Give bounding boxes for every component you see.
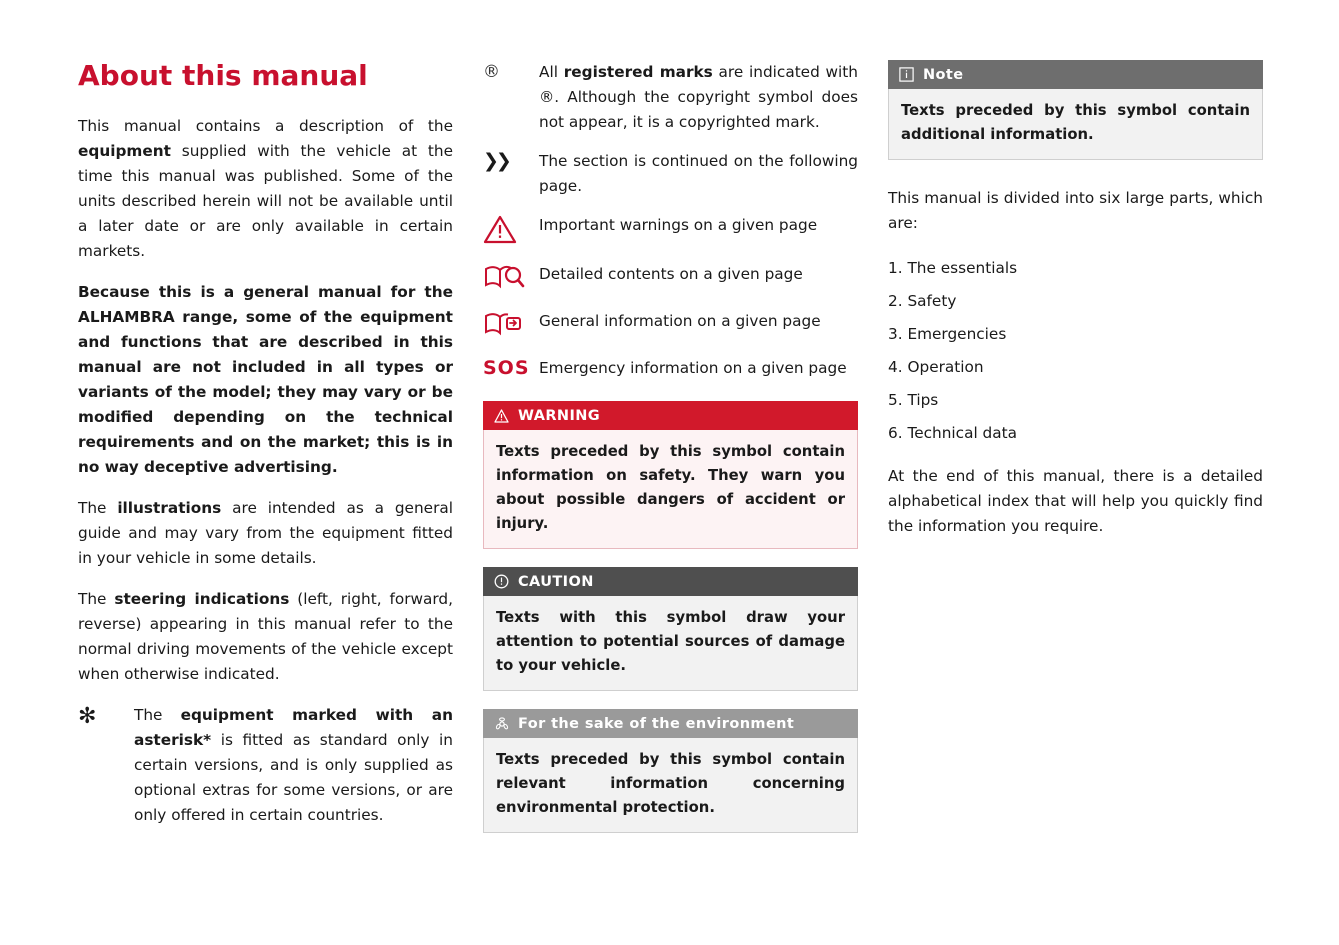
registered-mark-icon: ® <box>483 62 500 82</box>
book-magnifier-icon <box>483 263 525 295</box>
list-item: 1. The essentials <box>888 259 1018 277</box>
para1-post: supplied with the vehicle at the time this manual was published. Some of the units described herein will not be available until a later date or are only available in certain markets. <box>78 142 453 261</box>
column-middle <box>483 60 858 851</box>
asterisk-icon-cell <box>78 703 134 730</box>
list-item: 4. Operation <box>888 358 984 376</box>
symbol-text-continued: The section is continued on the following page. <box>539 152 858 195</box>
warning-box-header <box>483 401 858 430</box>
sos-icon: SOS <box>483 357 530 379</box>
list-item: 3. Emergencies <box>888 325 1007 343</box>
warning-box <box>483 401 858 549</box>
symbol-icon-cell <box>483 149 539 172</box>
caution-box-header <box>483 567 858 596</box>
symbol-icon-cell <box>483 213 539 248</box>
symbol-text-sos: Emergency information on a given page <box>539 359 847 377</box>
symbol-icon-cell <box>483 60 539 83</box>
para4-pre: The <box>78 590 115 609</box>
exclamation-circle-icon <box>493 573 510 590</box>
symbol-text-contents: Detailed contents on a given page <box>539 265 803 283</box>
para5-pre: The <box>134 706 181 725</box>
symbol-text-general-info: General information on a given page <box>539 312 821 330</box>
asterisk-note-row <box>78 703 453 828</box>
paragraph-steering <box>78 587 453 687</box>
para1-pre: This manual contains a description of the <box>78 117 453 136</box>
manual-parts-list <box>888 252 1263 450</box>
alphabetical-index-note: At the end of this manual, there is a detailed alphabetical index that will help you quickly find the information you require. <box>888 467 1263 535</box>
symbol-text-warnings: Important warnings on a given page <box>539 216 818 234</box>
paragraph-illustrations <box>78 496 453 571</box>
symbol-row-continued <box>483 149 858 199</box>
warning-box-body: Texts preceded by this symbol contain information on safety. They warn you about possible dangers of accident or injury. <box>483 430 858 549</box>
sym0-bold: registered marks <box>563 63 713 81</box>
symbol-icon-cell <box>483 262 539 295</box>
environment-leaf-icon <box>493 715 510 732</box>
asterisk-note-text <box>134 703 453 828</box>
para5-post: is fitted as standard only in certain versions, and is only supplied as optional extras for some versions, or are only offered in certain countries. <box>134 731 453 825</box>
page-title: About this manual <box>78 59 368 92</box>
para3-pre: The <box>78 499 118 518</box>
symbol-row-registered <box>483 60 858 135</box>
symbol-text-registered <box>539 60 858 135</box>
book-pointer-icon <box>483 310 525 342</box>
note-box-title: Note <box>923 66 964 83</box>
caution-box-title: CAUTION <box>518 573 594 590</box>
list-item: 5. Tips <box>888 391 939 409</box>
manual-parts-intro: This manual is divided into six large parts, which are: <box>888 189 1263 232</box>
caution-box-body: Texts with this symbol draw your attention to potential sources of damage to your vehicle. <box>483 596 858 691</box>
sym0-post: are indicated with ®. Although the copyright symbol does not appear, it is a copyrighted mark. <box>539 63 859 131</box>
note-box <box>888 60 1263 160</box>
paragraph-equipment <box>78 114 453 264</box>
symbol-row-contents <box>483 262 858 295</box>
paragraph-general-manual: Because this is a general manual for the ALHAMBRA range, some of the equipment and functions that are described in this manual are not included in all types or variants of the model; they may vary or be modified depending on the technical requirements and on the market; this is in no way deceptive advertising. <box>78 283 453 477</box>
list-item: 6. Technical data <box>888 424 1018 442</box>
column-left <box>78 60 453 828</box>
asterisk-icon: ✻ <box>78 704 97 730</box>
list-item: 2. Safety <box>888 292 957 310</box>
note-box-header <box>888 60 1263 89</box>
warning-triangle-icon <box>493 407 510 424</box>
sym0-pre: All <box>539 63 564 81</box>
symbol-icon-cell <box>483 309 539 342</box>
para4-post: (left, right, forward, reverse) appearing in this manual refer to the normal driving movements of the vehicle except when otherwise indicated. <box>78 590 453 684</box>
para3-post: are intended as a general guide and may vary from the equipment fitted in your vehicle in some details. <box>78 499 453 568</box>
para5-bold: equipment marked with an asterisk* <box>134 706 453 750</box>
symbol-row-general-info <box>483 309 858 342</box>
double-chevron-right-icon: ❯❯ <box>483 150 509 172</box>
warning-triangle-icon <box>483 214 517 248</box>
caution-box <box>483 567 858 691</box>
environment-box-header <box>483 709 858 738</box>
environment-box-title: For the sake of the environment <box>518 715 795 732</box>
column-right <box>888 60 1263 555</box>
environment-box <box>483 709 858 833</box>
para3-bold: illustrations <box>117 499 222 518</box>
para4-bold: steering indications <box>114 590 290 609</box>
symbol-icon-cell <box>483 356 539 379</box>
environment-box-body: Texts preceded by this symbol contain relevant information concerning environmental protection. <box>483 738 858 833</box>
note-box-body: Texts preceded by this symbol contain additional information. <box>888 89 1263 160</box>
symbol-row-sos <box>483 356 858 381</box>
symbol-row-warnings <box>483 213 858 248</box>
info-icon <box>898 66 915 83</box>
page-columns <box>78 60 1261 851</box>
para1-bold: equipment <box>78 142 171 161</box>
warning-box-title: WARNING <box>518 407 601 424</box>
